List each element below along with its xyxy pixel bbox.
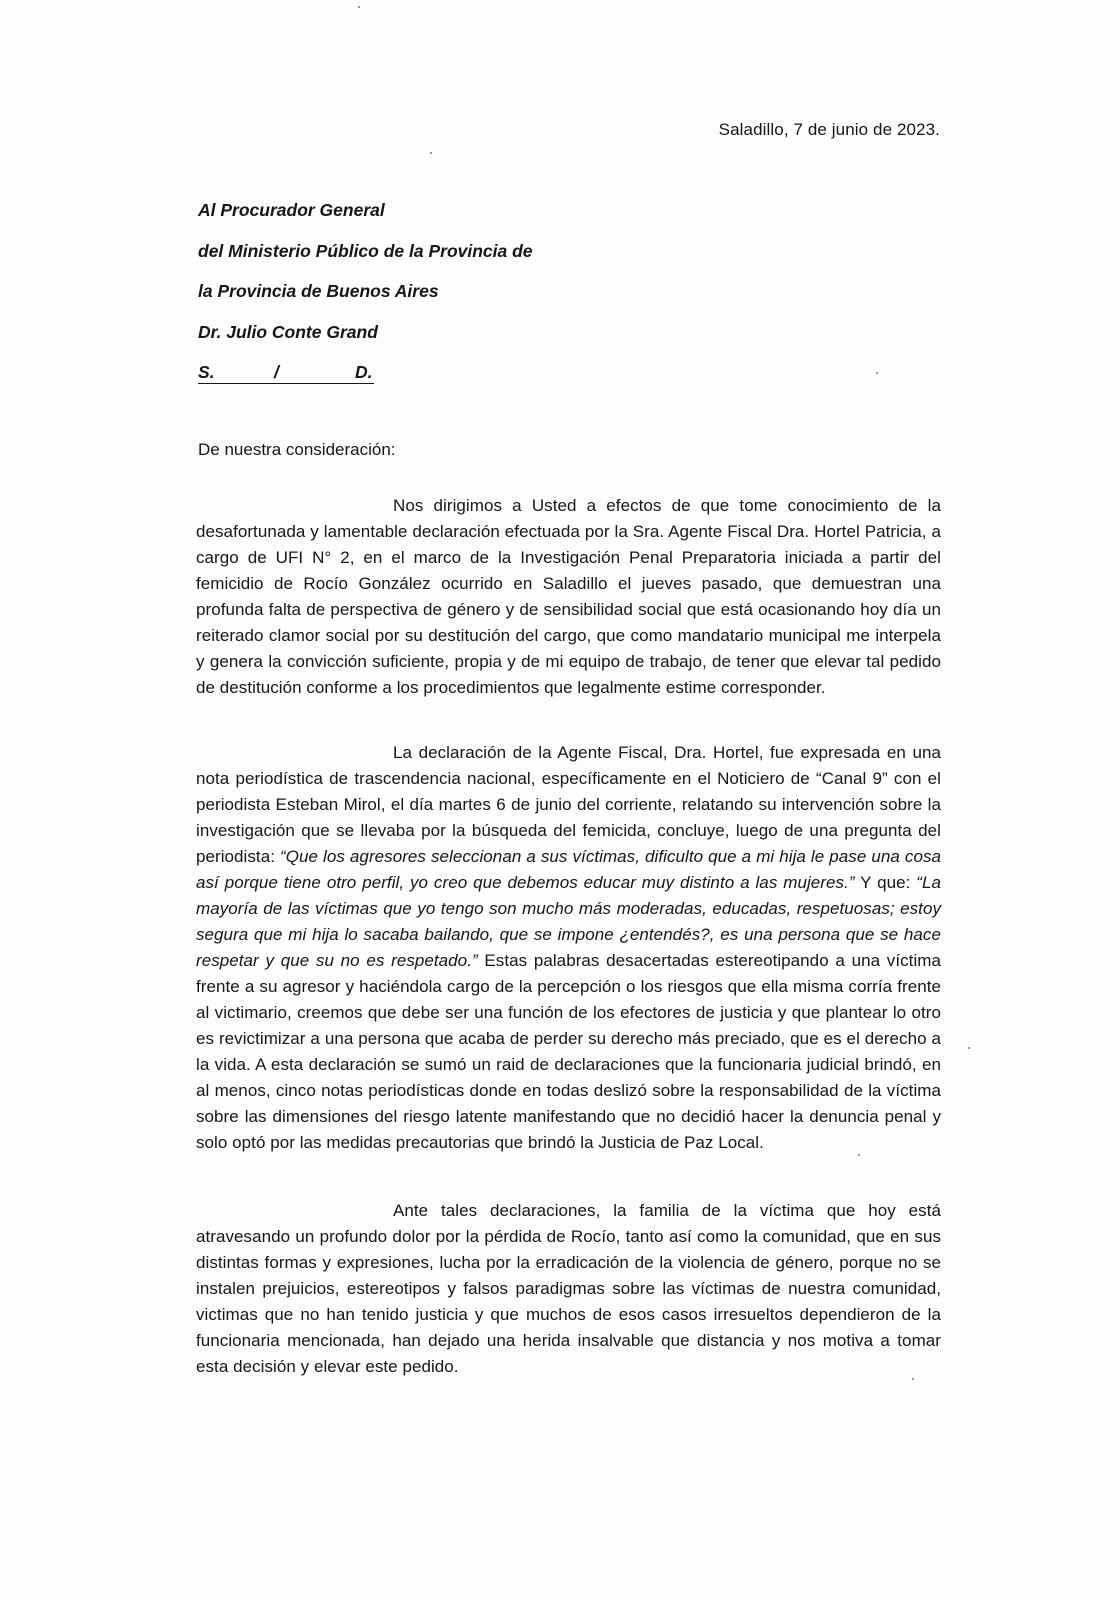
- quote-2: “La mayoría de las víctimas que yo tengo son mucho más moderadas, educadas, respetuosas; estoy segura que mi hija lo sacaba bailando, que se impone ¿entendés?, es una persona que se hace respetar y que su no es respetado.”: [196, 873, 941, 970]
- scan-speck: [912, 1378, 914, 1380]
- body-paragraph-3: Ante tales declaraciones, la familia de la víctima que hoy está atravesando un profundo dolor por la pérdida de Rocío, tanto así como la comunidad, que en sus distintas formas y expresiones, lucha por la erradicación de la violencia de género, porque no se instalen prejuicios, estereotipos y falsos paradigmas sobre las víctimas de nuestra comunidad, victimas que no han tenido justicia y que muchos de esos casos irresueltos dependieron de la funcionaria mencionada, han dejado una herida insalvable que distancia y nos motiva a tomar esta decisión y elevar este pedido.: [196, 1201, 941, 1376]
- scan-speck: [968, 1047, 970, 1049]
- addressee-line-1: Al Procurador General: [198, 200, 385, 220]
- addressee-line-3: la Provincia de Buenos Aires: [198, 281, 439, 301]
- letter-date: Saladillo, 7 de junio de 2023.: [718, 120, 940, 139]
- sd-abbreviation: [198, 362, 376, 386]
- body-paragraph-1: Nos dirigimos a Usted a efectos de que tome conocimiento de la desafortunada y lamentable declaración efectuada por la Sra. Agente Fiscal Dra. Hortel Patricia, a cargo de UFI N° 2, en el marco de la Investigación Penal Preparatoria iniciada a partir del femicidio de Rocío González ocurrido en Saladillo el jueves pasado, que demuestran una profunda falta de perspectiva de género y de sensibilidad social que está ocasionando hoy día un reiterado clamor social por su destitución del cargo, que como mandatario municipal me interpela y genera la convicción suficiente, propia y de mi equipo de trabajo, de tener que elevar tal pedido de destitución conforme a los procedimientos que legalmente estime corresponder.: [196, 496, 941, 697]
- scan-speck: [430, 152, 432, 154]
- paragraph-2-rest: Estas palabras desacertadas estereotipando a una víctima frente a su agresor y haciéndola cargo de la percepción o los riesgos que ella misma corría frente al victimario, creemos que debe ser una función de los efectores de justicia y que plantear lo otro es revictimizar a una persona que acaba de perder su derecho más preciado, que es el derecho a la vida. A esta declaración se sumó un raid de declaraciones que la funcionaria judicial brindó, en al menos, cinco notas periodísticas donde en todas deslizó sobre la responsabilidad de la víctima sobre las dimensiones del riesgo latente manifestando que no decidió hacer la denuncia penal y solo optó por las medidas precautorias que brindó la Justicia de Paz Local.: [196, 951, 941, 1152]
- sd-s: S.: [198, 362, 215, 382]
- sd-d: D.: [355, 362, 373, 382]
- scan-speck: [876, 372, 878, 374]
- sd-underline: [198, 383, 374, 384]
- scan-speck: [358, 6, 360, 8]
- quote-1: “Que los agresores seleccionan a sus víctimas, dificulto que a mi hija le pase una cosa así porque tiene otro perfil, yo creo que debemos educar muy distinto a las mujeres.”: [196, 847, 942, 892]
- addressee-line-4: Dr. Julio Conte Grand: [198, 321, 378, 342]
- body-paragraph-2: [196, 740, 941, 1156]
- addressee-block: [198, 200, 533, 386]
- addressee-line-2: del Ministerio Público de la Provincia de: [198, 240, 533, 261]
- salutation: De nuestra consideración:: [198, 440, 396, 459]
- paragraph-2-connector: Y que:: [854, 873, 917, 892]
- scan-speck: [858, 1154, 860, 1156]
- sd-slash: /: [274, 362, 279, 382]
- paragraph-2-intro: La declaración de la Agente Fiscal, Dra. Hortel, fue expresada en una nota periodística de trascendencia nacional, específicamente en el Noticiero de “Canal 9” con el periodista Esteban Mirol, el día martes 6 de junio del corriente, relatando su intervención sobre la investigación que se llevaba por la búsqueda del femicida, concluye, luego de una pregunta del periodista:: [196, 743, 941, 866]
